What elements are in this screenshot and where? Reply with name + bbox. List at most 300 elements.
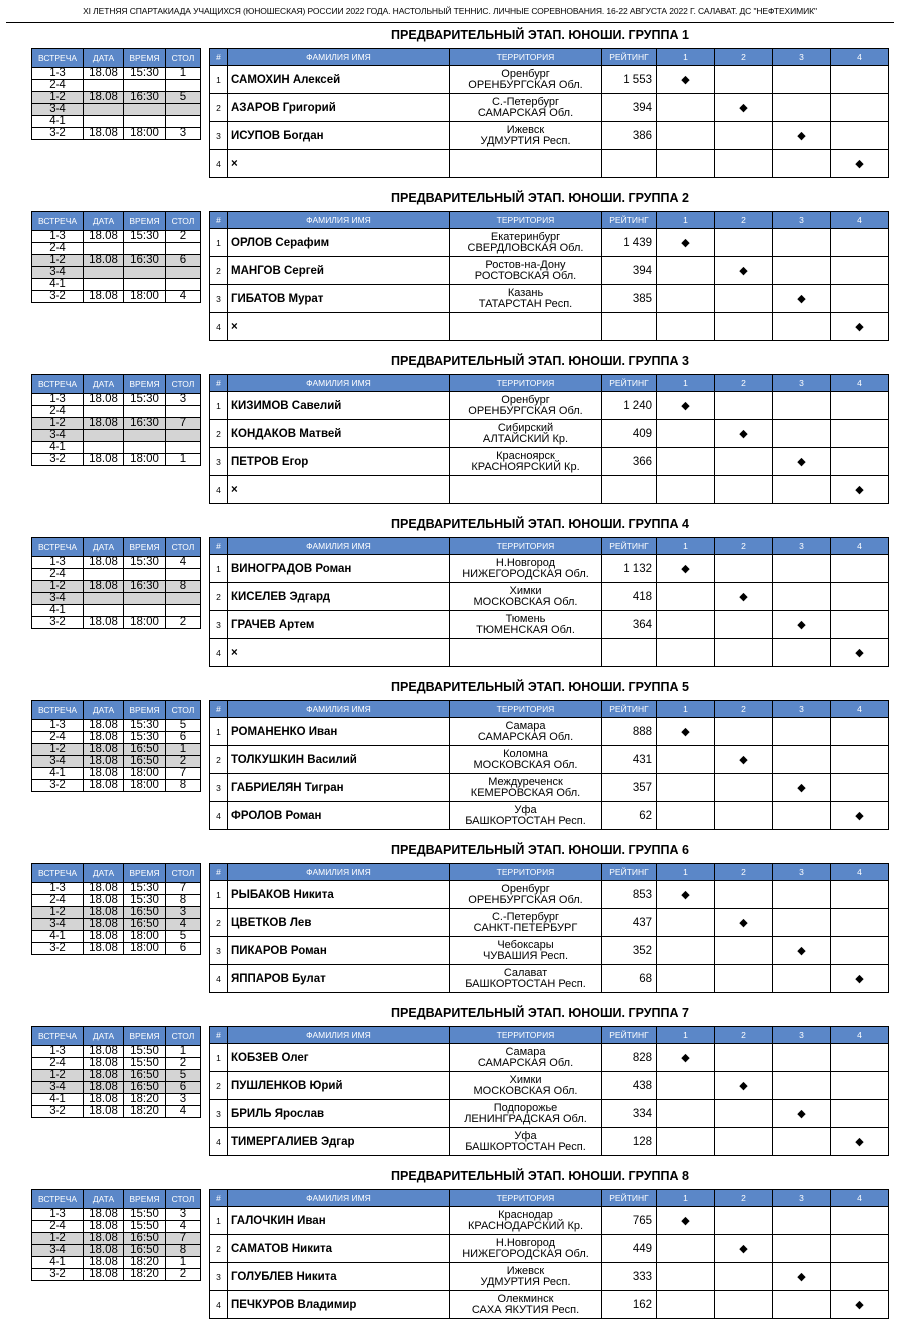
player-city: Краснодар xyxy=(498,1208,553,1221)
result-cell xyxy=(715,229,773,257)
result-cell xyxy=(831,746,889,774)
schedule-header-cell: ВСТРЕЧА xyxy=(32,49,84,68)
schedule-cell: 3-4 xyxy=(32,1245,84,1257)
schedule-row xyxy=(32,895,201,907)
schedule-cell: 3 xyxy=(166,1209,201,1221)
diagonal-marker-icon: ◆ xyxy=(657,1044,715,1072)
schedule-header-row xyxy=(32,375,201,394)
result-cell xyxy=(715,937,773,965)
player-rating: 765 xyxy=(602,1207,657,1235)
player-rating: 394 xyxy=(602,94,657,122)
schedule-cell: 18.08 xyxy=(84,394,124,406)
player-name: ИСУПОВ Богдан xyxy=(228,122,450,150)
result-cell xyxy=(657,1072,715,1100)
player-name: × xyxy=(228,476,450,504)
player-number: 1 xyxy=(210,1044,228,1072)
player-territory xyxy=(450,881,602,909)
schedule-cell: 18.08 xyxy=(84,919,124,931)
player-name: ОРЛОВ Серафим xyxy=(228,229,450,257)
players-header-cell: 4 xyxy=(831,49,889,66)
schedule-header-cell: ДАТА xyxy=(84,212,124,231)
schedule-cell: 18:20 xyxy=(124,1269,166,1281)
result-cell xyxy=(773,150,831,178)
schedule-cell xyxy=(84,243,124,255)
result-cell xyxy=(657,802,715,830)
result-cell xyxy=(715,1128,773,1156)
player-number: 3 xyxy=(210,285,228,313)
schedule-cell: 1-3 xyxy=(32,557,84,569)
group-section xyxy=(0,676,900,839)
result-cell xyxy=(773,66,831,94)
schedule-table xyxy=(31,374,201,466)
schedule-cell: 16:30 xyxy=(124,581,166,593)
diagonal-marker-icon: ◆ xyxy=(657,881,715,909)
player-region: СВЕРДЛОВСКАЯ Обл. xyxy=(467,241,584,254)
schedule-header-cell: ВРЕМЯ xyxy=(124,538,166,557)
player-row xyxy=(210,881,889,909)
players-header-cell: ФАМИЛИЯ ИМЯ xyxy=(228,212,450,229)
schedule-header-cell: ВРЕМЯ xyxy=(124,864,166,883)
player-number: 3 xyxy=(210,1100,228,1128)
players-header-cell: ФАМИЛИЯ ИМЯ xyxy=(228,864,450,881)
result-cell xyxy=(657,937,715,965)
schedule-cell: 1-3 xyxy=(32,1046,84,1058)
schedule-cell: 7 xyxy=(166,418,201,430)
schedule-cell: 6 xyxy=(166,732,201,744)
schedule-row xyxy=(32,1209,201,1221)
player-row xyxy=(210,1263,889,1291)
player-territory xyxy=(450,1044,602,1072)
player-region: ТЮМЕНСКАЯ Обл. xyxy=(476,623,575,636)
player-row xyxy=(210,150,889,178)
players-header-cell: 3 xyxy=(773,701,831,718)
schedule-cell: 18:00 xyxy=(124,768,166,780)
schedule-cell: 18.08 xyxy=(84,454,124,466)
player-name: КИЗИМОВ Савелий xyxy=(228,392,450,420)
group-section xyxy=(0,350,900,513)
result-cell xyxy=(773,1044,831,1072)
group-title: ПРЕДВАРИТЕЛЬНЫЙ ЭТАП. ЮНОШИ. ГРУППА 1 xyxy=(391,28,689,42)
schedule-cell: 4 xyxy=(166,1106,201,1118)
schedule-cell xyxy=(166,267,201,279)
player-number: 4 xyxy=(210,639,228,667)
player-number: 4 xyxy=(210,150,228,178)
schedule-header-cell: ВСТРЕЧА xyxy=(32,1190,84,1209)
player-number: 1 xyxy=(210,881,228,909)
result-cell xyxy=(657,420,715,448)
schedule-cell: 3-4 xyxy=(32,919,84,931)
diagonal-marker-icon: ◆ xyxy=(773,1263,831,1291)
result-cell xyxy=(831,774,889,802)
result-cell xyxy=(715,285,773,313)
player-number: 1 xyxy=(210,718,228,746)
player-row xyxy=(210,937,889,965)
player-number: 1 xyxy=(210,392,228,420)
result-cell xyxy=(773,1072,831,1100)
schedule-header-cell: СТОЛ xyxy=(166,375,201,394)
group-title: ПРЕДВАРИТЕЛЬНЫЙ ЭТАП. ЮНОШИ. ГРУППА 4 xyxy=(391,517,689,531)
player-region: ЧУВАШИЯ Респ. xyxy=(482,949,569,962)
player-row xyxy=(210,909,889,937)
player-region: УДМУРТИЯ Респ. xyxy=(480,1275,571,1288)
schedule-header-row xyxy=(32,864,201,883)
players-header-cell: ТЕРРИТОРИЯ xyxy=(450,1190,602,1207)
players-header-cell: 4 xyxy=(831,1190,889,1207)
diagonal-marker-icon: ◆ xyxy=(715,583,773,611)
schedule-cell: 2 xyxy=(166,1269,201,1281)
schedule-cell: 15:30 xyxy=(124,68,166,80)
diagonal-marker-icon: ◆ xyxy=(657,66,715,94)
player-name: ГАЛОЧКИН Иван xyxy=(228,1207,450,1235)
schedule-cell: 5 xyxy=(166,92,201,104)
schedule-header-cell: ДАТА xyxy=(84,538,124,557)
schedule-cell: 8 xyxy=(166,581,201,593)
schedule-header-cell: ВРЕМЯ xyxy=(124,1027,166,1046)
player-rating: 853 xyxy=(602,881,657,909)
schedule-table xyxy=(31,700,201,792)
players-header-cell: 3 xyxy=(773,864,831,881)
schedule-cell: 18.08 xyxy=(84,581,124,593)
result-cell xyxy=(773,639,831,667)
player-territory xyxy=(450,150,602,178)
players-header-cell: ТЕРРИТОРИЯ xyxy=(450,538,602,555)
diagonal-marker-icon: ◆ xyxy=(773,1100,831,1128)
player-name: РОМАНЕНКО Иван xyxy=(228,718,450,746)
player-city: С.-Петербург xyxy=(491,95,560,108)
player-territory xyxy=(450,285,602,313)
schedule-cell: 18.08 xyxy=(84,1257,124,1269)
player-name: ВИНОГРАДОВ Роман xyxy=(228,555,450,583)
group-title: ПРЕДВАРИТЕЛЬНЫЙ ЭТАП. ЮНОШИ. ГРУППА 2 xyxy=(391,191,689,205)
player-rating xyxy=(602,639,657,667)
schedule-row xyxy=(32,883,201,895)
player-name: ТОЛКУШКИН Василий xyxy=(228,746,450,774)
player-region: НИЖЕГОРОДСКАЯ Обл. xyxy=(462,567,589,580)
player-row xyxy=(210,1207,889,1235)
players-header-row xyxy=(210,864,889,881)
diagonal-marker-icon: ◆ xyxy=(715,909,773,937)
player-city: Чебоксары xyxy=(497,938,554,951)
result-cell xyxy=(657,746,715,774)
players-header-cell: РЕЙТИНГ xyxy=(602,375,657,392)
schedule-row xyxy=(32,406,201,418)
groups-container xyxy=(0,24,900,1328)
player-region: АЛТАЙСКИЙ Кр. xyxy=(482,432,569,445)
players-table xyxy=(209,700,889,830)
schedule-cell: 4 xyxy=(166,291,201,303)
players-header-cell: 3 xyxy=(773,49,831,66)
schedule-row xyxy=(32,68,201,80)
player-rating: 1 439 xyxy=(602,229,657,257)
player-name: × xyxy=(228,150,450,178)
schedule-row xyxy=(32,279,201,291)
result-cell xyxy=(831,909,889,937)
schedule-table xyxy=(31,48,201,140)
result-cell xyxy=(831,1100,889,1128)
schedule-cell: 1-2 xyxy=(32,744,84,756)
player-city: С.-Петербург xyxy=(491,910,560,923)
schedule-cell: 18.08 xyxy=(84,1058,124,1070)
result-cell xyxy=(831,94,889,122)
schedule-cell: 1-2 xyxy=(32,907,84,919)
players-header-cell: # xyxy=(210,1190,228,1207)
player-city: Красноярск xyxy=(496,449,555,462)
schedule-cell: 2 xyxy=(166,231,201,243)
schedule-cell: 6 xyxy=(166,255,201,267)
schedule-cell: 4-1 xyxy=(32,442,84,454)
diagonal-marker-icon: ◆ xyxy=(831,965,889,993)
schedule-cell: 3 xyxy=(166,394,201,406)
player-region: КЕМЕРОВСКАЯ Обл. xyxy=(470,786,581,799)
schedule-cell: 15:30 xyxy=(124,732,166,744)
schedule-row xyxy=(32,231,201,243)
schedule-cell: 2 xyxy=(166,617,201,629)
players-header-cell: 3 xyxy=(773,1190,831,1207)
schedule-cell: 1-3 xyxy=(32,68,84,80)
result-cell xyxy=(773,965,831,993)
schedule-row xyxy=(32,720,201,732)
schedule-row xyxy=(32,255,201,267)
result-cell xyxy=(831,1072,889,1100)
result-cell xyxy=(773,420,831,448)
player-rating: 334 xyxy=(602,1100,657,1128)
schedule-header-row xyxy=(32,212,201,231)
schedule-row xyxy=(32,418,201,430)
players-header-cell: # xyxy=(210,701,228,718)
player-territory xyxy=(450,965,602,993)
diagonal-marker-icon: ◆ xyxy=(773,122,831,150)
players-header-cell: ФАМИЛИЯ ИМЯ xyxy=(228,701,450,718)
schedule-cell: 1-3 xyxy=(32,394,84,406)
player-territory xyxy=(450,1235,602,1263)
player-row xyxy=(210,94,889,122)
schedule-cell: 2-4 xyxy=(32,732,84,744)
player-name: ПИКАРОВ Роман xyxy=(228,937,450,965)
result-cell xyxy=(831,229,889,257)
diagonal-marker-icon: ◆ xyxy=(831,1128,889,1156)
group-title: ПРЕДВАРИТЕЛЬНЫЙ ЭТАП. ЮНОШИ. ГРУППА 7 xyxy=(391,1006,689,1020)
schedule-header-cell: ДАТА xyxy=(84,864,124,883)
player-row xyxy=(210,639,889,667)
player-name: ГАБРИЕЛЯН Тигран xyxy=(228,774,450,802)
players-header-row xyxy=(210,701,889,718)
players-header-cell: ФАМИЛИЯ ИМЯ xyxy=(228,1027,450,1044)
result-cell xyxy=(773,746,831,774)
schedule-table xyxy=(31,863,201,955)
schedule-row xyxy=(32,744,201,756)
schedule-cell xyxy=(124,593,166,605)
player-number: 3 xyxy=(210,1263,228,1291)
result-cell xyxy=(715,150,773,178)
schedule-cell: 4 xyxy=(166,919,201,931)
schedule-cell xyxy=(124,116,166,128)
schedule-cell: 5 xyxy=(166,1070,201,1082)
player-rating: 162 xyxy=(602,1291,657,1319)
players-table xyxy=(209,374,889,504)
schedule-row xyxy=(32,243,201,255)
player-number: 2 xyxy=(210,583,228,611)
player-name: ГИБАТОВ Мурат xyxy=(228,285,450,313)
player-rating: 449 xyxy=(602,1235,657,1263)
schedule-cell: 3 xyxy=(166,907,201,919)
player-territory xyxy=(450,1291,602,1319)
player-territory xyxy=(450,802,602,830)
result-cell xyxy=(657,1291,715,1319)
player-city: Ижевск xyxy=(506,1264,545,1277)
players-header-row xyxy=(210,538,889,555)
schedule-header-cell: ВСТРЕЧА xyxy=(32,1027,84,1046)
player-rating: 1 240 xyxy=(602,392,657,420)
schedule-cell: 18:00 xyxy=(124,780,166,792)
schedule-header-cell: ВСТРЕЧА xyxy=(32,538,84,557)
result-cell xyxy=(715,1263,773,1291)
player-number: 2 xyxy=(210,909,228,937)
player-number: 4 xyxy=(210,313,228,341)
schedule-header-cell: ДАТА xyxy=(84,701,124,720)
schedule-cell: 1-3 xyxy=(32,231,84,243)
players-header-cell: ТЕРРИТОРИЯ xyxy=(450,1027,602,1044)
player-name: × xyxy=(228,639,450,667)
player-row xyxy=(210,1291,889,1319)
schedule-cell: 18.08 xyxy=(84,780,124,792)
result-cell xyxy=(831,392,889,420)
player-territory xyxy=(450,774,602,802)
players-table xyxy=(209,1189,889,1319)
players-header-cell: 3 xyxy=(773,538,831,555)
player-name: ГРАЧЕВ Артем xyxy=(228,611,450,639)
schedule-table xyxy=(31,211,201,303)
schedule-row xyxy=(32,907,201,919)
schedule-cell: 2-4 xyxy=(32,80,84,92)
player-row xyxy=(210,802,889,830)
player-name: × xyxy=(228,313,450,341)
schedule-cell: 18.08 xyxy=(84,1221,124,1233)
schedule-cell xyxy=(84,406,124,418)
player-city: Сибирский xyxy=(497,421,554,434)
players-header-row xyxy=(210,1027,889,1044)
result-cell xyxy=(715,774,773,802)
schedule-header-cell: ВСТРЕЧА xyxy=(32,375,84,394)
schedule-row xyxy=(32,617,201,629)
player-territory xyxy=(450,122,602,150)
diagonal-marker-icon: ◆ xyxy=(831,639,889,667)
schedule-table xyxy=(31,1026,201,1118)
result-cell xyxy=(715,802,773,830)
schedule-row xyxy=(32,104,201,116)
player-name: ПУШЛЕНКОВ Юрий xyxy=(228,1072,450,1100)
schedule-cell xyxy=(124,80,166,92)
player-row xyxy=(210,555,889,583)
player-city: Ростов-на-Дону xyxy=(485,258,566,271)
schedule-cell: 18.08 xyxy=(84,617,124,629)
diagonal-marker-icon: ◆ xyxy=(657,392,715,420)
result-cell xyxy=(773,583,831,611)
player-region: КРАСНОДАРСКИЙ Кр. xyxy=(467,1219,584,1232)
player-city: Химки xyxy=(509,1073,542,1086)
result-cell xyxy=(831,420,889,448)
player-row xyxy=(210,476,889,504)
schedule-cell: 18:00 xyxy=(124,617,166,629)
result-cell xyxy=(657,150,715,178)
players-header-cell: 1 xyxy=(657,701,715,718)
player-territory xyxy=(450,229,602,257)
schedule-header-cell: ДАТА xyxy=(84,375,124,394)
players-header-cell: 1 xyxy=(657,49,715,66)
schedule-cell xyxy=(124,243,166,255)
schedule-cell: 18.08 xyxy=(84,231,124,243)
schedule-cell: 15:30 xyxy=(124,895,166,907)
result-cell xyxy=(831,1263,889,1291)
player-region: ОРЕНБУРГСКАЯ Обл. xyxy=(468,404,583,417)
schedule-cell: 18.08 xyxy=(84,1106,124,1118)
player-rating: 1 553 xyxy=(602,66,657,94)
schedule-cell xyxy=(84,116,124,128)
schedule-cell: 3-2 xyxy=(32,943,84,955)
result-cell xyxy=(773,1291,831,1319)
player-region: УДМУРТИЯ Респ. xyxy=(480,134,571,147)
player-territory xyxy=(450,718,602,746)
player-region: МОСКОВСКАЯ Обл. xyxy=(473,595,578,608)
player-city: Оренбург xyxy=(501,882,550,895)
players-header-cell: 2 xyxy=(715,212,773,229)
diagonal-marker-icon: ◆ xyxy=(831,150,889,178)
player-territory xyxy=(450,257,602,285)
player-row xyxy=(210,448,889,476)
player-number: 1 xyxy=(210,1207,228,1235)
result-cell xyxy=(657,94,715,122)
schedule-row xyxy=(32,394,201,406)
player-city: Оренбург xyxy=(501,393,550,406)
diagonal-marker-icon: ◆ xyxy=(657,555,715,583)
players-header-cell: 4 xyxy=(831,538,889,555)
result-cell xyxy=(657,476,715,504)
schedule-row xyxy=(32,1106,201,1118)
schedule-row xyxy=(32,919,201,931)
player-territory xyxy=(450,639,602,667)
schedule-row xyxy=(32,1269,201,1281)
player-name: САМАТОВ Никита xyxy=(228,1235,450,1263)
schedule-cell: 1-2 xyxy=(32,1233,84,1245)
player-city: Химки xyxy=(509,584,542,597)
player-row xyxy=(210,392,889,420)
result-cell xyxy=(657,909,715,937)
player-rating: 364 xyxy=(602,611,657,639)
player-number: 2 xyxy=(210,257,228,285)
player-row xyxy=(210,965,889,993)
schedule-cell: 18:20 xyxy=(124,1106,166,1118)
schedule-cell: 16:30 xyxy=(124,255,166,267)
schedule-cell: 18.08 xyxy=(84,68,124,80)
schedule-cell: 16:50 xyxy=(124,756,166,768)
player-rating: 828 xyxy=(602,1044,657,1072)
player-number: 4 xyxy=(210,1128,228,1156)
schedule-row xyxy=(32,1082,201,1094)
schedule-header-cell: СТОЛ xyxy=(166,538,201,557)
group-section xyxy=(0,513,900,676)
player-row xyxy=(210,1100,889,1128)
result-cell xyxy=(715,392,773,420)
schedule-row xyxy=(32,1221,201,1233)
schedule-cell: 16:50 xyxy=(124,1070,166,1082)
schedule-row xyxy=(32,267,201,279)
result-cell xyxy=(715,881,773,909)
player-city: Самара xyxy=(505,1045,546,1058)
schedule-cell: 4-1 xyxy=(32,1094,84,1106)
schedule-cell: 4-1 xyxy=(32,768,84,780)
schedule-cell: 4-1 xyxy=(32,116,84,128)
player-rating: 357 xyxy=(602,774,657,802)
result-cell xyxy=(657,122,715,150)
